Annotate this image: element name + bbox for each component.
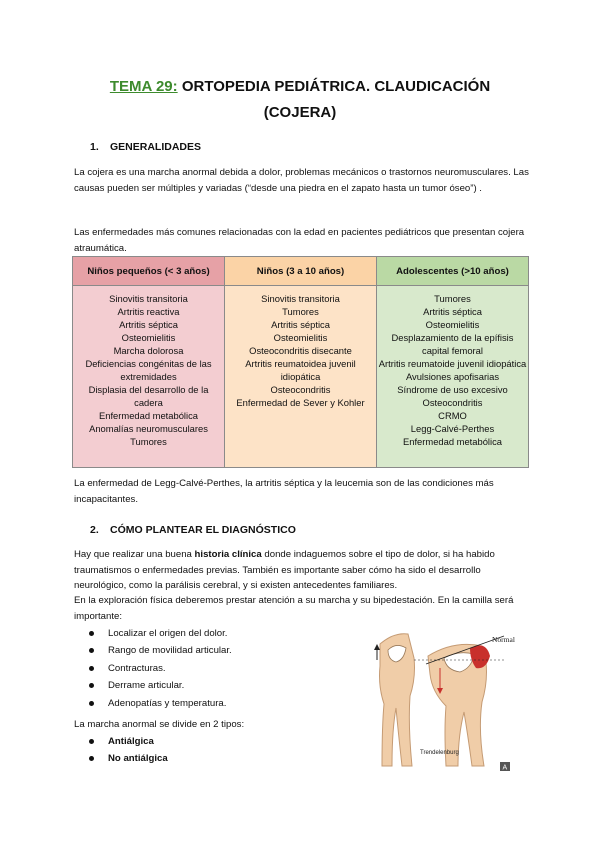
list-item: Osteomielitis — [273, 332, 328, 343]
list-item: Tumores — [282, 306, 319, 317]
list-item: Desplazamiento de la epífisis capital femoral — [391, 332, 514, 356]
list-item: Antiálgica — [86, 733, 168, 750]
list-item: Osteocondritis — [270, 384, 331, 395]
list-item: CRMO — [438, 410, 467, 421]
list-item: Localizar el origen del dolor. — [86, 625, 232, 642]
list-item: Síndrome de uso excesivo — [397, 384, 508, 395]
table-cell-small-children — [73, 286, 225, 468]
table-header-small-children: Niños pequeños (< 3 años) — [73, 257, 225, 286]
list-item: Osteomielitis — [425, 319, 480, 330]
table-cell-children — [225, 286, 377, 468]
list-item: Artritis séptica — [423, 306, 482, 317]
section-1-paragraph-2: Las enfermedades más comunes relacionadas con la edad en pacientes pediátricos que presentan cojera atraumática. — [74, 227, 525, 254]
section-1-title: GENERALIDADES — [110, 141, 202, 153]
list-item: Deficiencias congénitas de las extremidades — [85, 358, 212, 382]
list-item: Artritis reumatoidea juvenil idiopática — [245, 358, 356, 382]
list-item: Displasia del desarrollo de la cadera — [88, 384, 209, 408]
title-text-1: ORTOPEDIA PEDIÁTRICA. CLAUDICACIÓN — [181, 78, 491, 95]
section-1-paragraph-1: La cojera es una marcha anormal debida a dolor, problemas mecánicos o trastornos neuromusculares. Las causas pueden ser múltiples y variadas (“desde una piedra en el zapato hasta un tumor óseo”) . — [74, 167, 529, 194]
section-2-number: 2. — [90, 524, 99, 536]
list-item: Enfermedad metabólica — [402, 436, 502, 447]
list-item: Enfermedad de Sever y Kohler — [236, 397, 365, 408]
list-item: No antiálgica — [86, 750, 168, 767]
list-item: Contracturas. — [86, 660, 232, 677]
list-item: Artritis reactiva — [117, 306, 180, 317]
tema-label: TEMA 29: — [109, 78, 178, 95]
table-cell-adolescents — [377, 286, 529, 468]
para-text-start: Hay que realizar una buena — [74, 549, 195, 560]
list-item: Legg-Calvé-Perthes — [410, 423, 495, 434]
section-2-paragraph-3: La marcha anormal se divide en 2 tipos: — [74, 719, 245, 730]
title-line-2: (COJERA) — [263, 104, 337, 121]
gait-types-list — [86, 733, 168, 768]
age-diseases-table — [72, 256, 529, 468]
list-item: Artritis séptica — [271, 319, 330, 330]
list-item: Marcha dolorosa — [113, 345, 184, 356]
list-item: Artritis reumatoide juvenil idiopática — [378, 358, 527, 369]
title-line-1 — [60, 74, 540, 100]
list-item: Osteocondritis — [422, 397, 483, 408]
section-2-heading — [90, 524, 296, 536]
list-item: Tumores — [434, 293, 471, 304]
figure-corner-label: A — [502, 764, 508, 772]
list-item: Osteomielitis — [121, 332, 176, 343]
section-1-number: 1. — [90, 141, 99, 153]
exam-bullet-list — [86, 625, 232, 712]
label-trendelenburg: Trendelenburg — [420, 750, 459, 756]
list-item: Sinovitis transitoria — [261, 293, 340, 304]
list-item: Osteocondritis disecante — [249, 345, 352, 356]
list-item: Derrame articular. — [86, 677, 232, 694]
section-2-paragraph-2: En la exploración física deberemos prestar atención a su marcha y su bipedestación. En la camilla será importante: — [74, 595, 514, 622]
list-item: Sinovitis transitoria — [109, 293, 188, 304]
list-item: Anomalías neuromusculares — [89, 423, 208, 434]
table-header-adolescents: Adolescentes (>10 años) — [377, 257, 529, 286]
section-2-paragraph-1 — [74, 547, 532, 594]
list-item: Rango de movilidad articular. — [86, 642, 232, 659]
list-item: Artritis séptica — [119, 319, 178, 330]
para-text-bold: historia clínica — [194, 549, 262, 560]
para-text-end: donde indaguemos sobre el tipo de dolor, si ha habido traumatismos o enfermedades previas. También es importante saber cómo ha sido el desarrollo neurológico, como la parálisis cerebral, y si existen antecedentes familiares. — [74, 549, 495, 591]
list-item: Adenopatías y temperatura. — [86, 695, 232, 712]
section-2-title: CÓMO PLANTEAR EL DIAGNÓSTICO — [110, 524, 296, 536]
list-item: Avulsiones apofisarias — [405, 371, 500, 382]
label-normal: Normal — [492, 635, 515, 644]
trendelenburg-figure — [374, 626, 522, 774]
section-1-heading — [90, 141, 201, 153]
after-table-paragraph: La enfermedad de Legg-Calvé-Perthes, la artritis séptica y la leucemia son de las condiciones más incapacitantes. — [74, 478, 494, 505]
list-item: Enfermedad metabólica — [98, 410, 198, 421]
list-item: Tumores — [130, 436, 167, 447]
table-header-children: Niños (3 a 10 años) — [225, 257, 377, 286]
page-title — [60, 74, 540, 126]
